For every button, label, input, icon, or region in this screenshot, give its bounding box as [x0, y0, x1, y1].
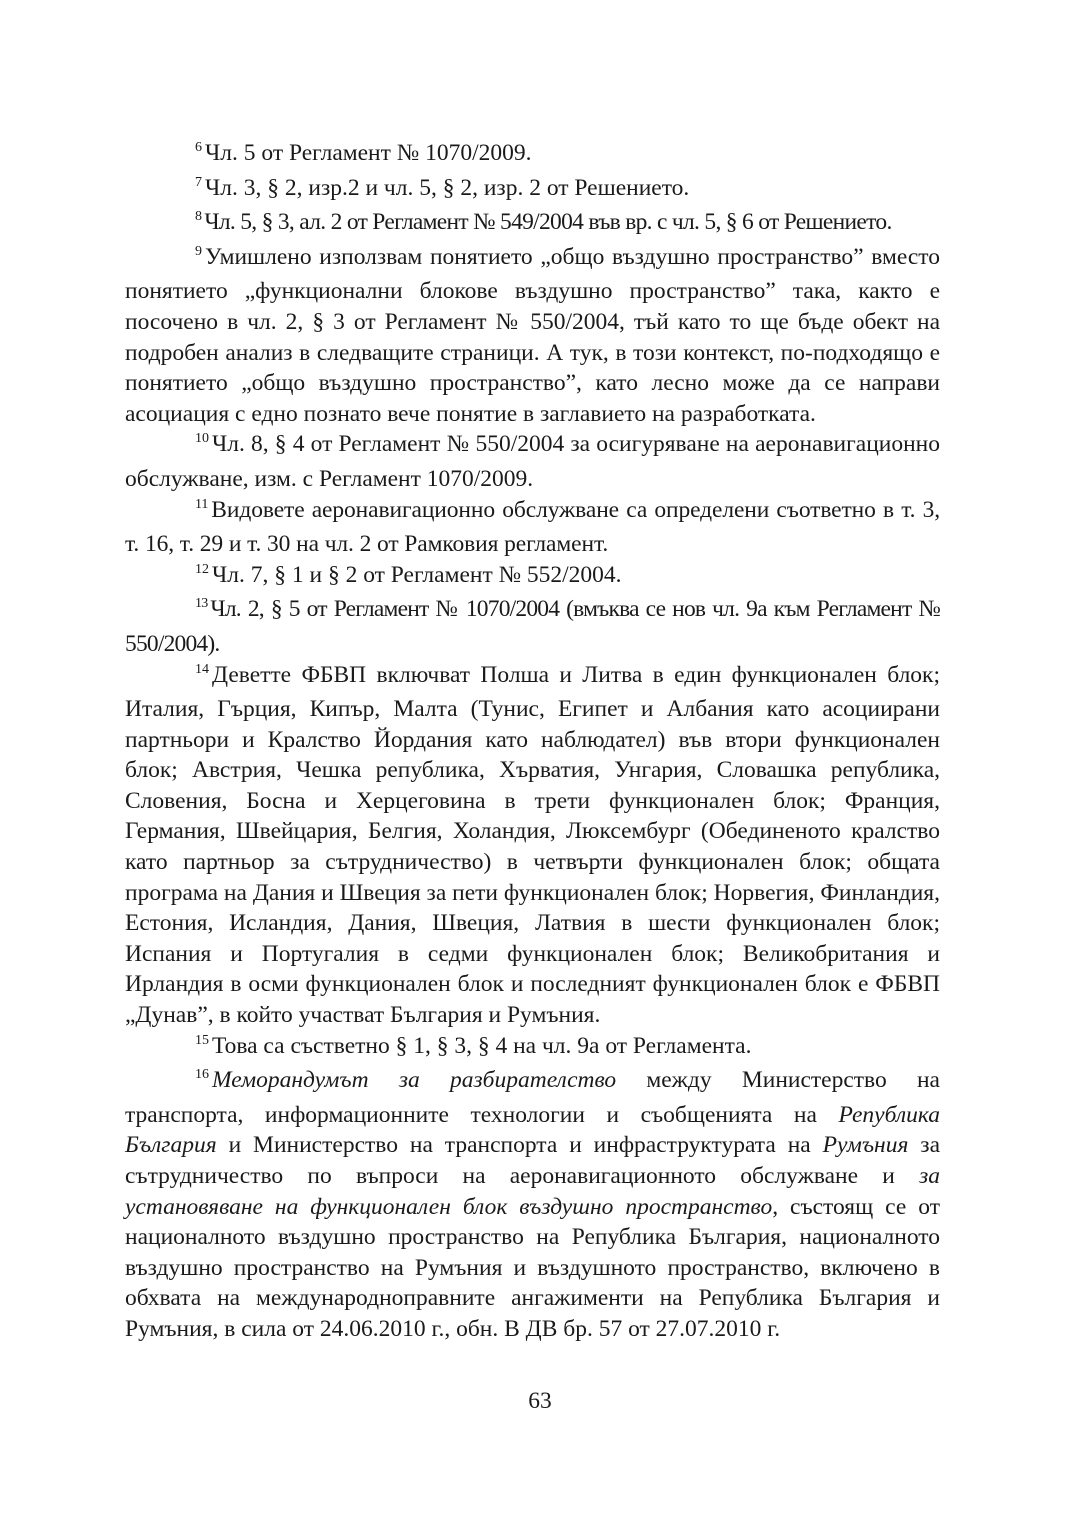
footnote-text: , състоящ се от националното въздушно пространство на Република България, националното въздушно пространство на Румъния и въздушното пространство, включено в обхвата на международноправните ангажименти на Република България и Румъния, в сила от 24.06.2010 г., обн. В ДВ бр. 57 от 27.07.2010 г.	[125, 1193, 940, 1342]
footnote-14	[125, 660, 940, 1031]
footnote-text: Деветте ФБВП включват Полша и Литва в един функционален блок; Италия, Гърция, Кипър, Малта (Тунис, Египет и Албания като асоциирани партньори и Кралство Йордания като наблюдател) във втори функционален блок; Австрия, Чешка република, Хърватия, Унгария, Словашка република, Словения, Босна и Херцеговина в трети функционален блок; Франция, Германия, Швейцария, Белгия, Холандия, Люксембург (Обединеното кралство като партньор за сътрудничество) в четвърти функционален блок; общата програма на Дания и Швеция за пети функционален блок; Норвегия, Финландия, Естония, Исландия, Дания, Швеция, Латвия в шести функционален блок; Испания и Португалия в седми функционален блок; Великобритания и Ирландия в осми функционален блок и последният функционален блок е ФБВП „Дунав”, в който участват България и Румъния.	[125, 661, 940, 1029]
footnote-13	[125, 594, 940, 659]
footnote-text: Чл. 8, § 4 от Регламент № 550/2004 за осигуряване на аеронавигационно обслужване, изм. с Регламент 1070/2009.	[125, 431, 940, 492]
footnote-number: 16	[195, 1067, 209, 1083]
footnote-number: 6	[195, 140, 202, 155]
footnote-number: 12	[195, 561, 209, 577]
footnote-number: 15	[195, 1032, 209, 1048]
footnote-text: Чл. 7, § 1 и § 2 от Регламент № 552/2004.	[212, 561, 622, 588]
footnote-italic-fab: за установяване на функционален блок въздушно пространство	[125, 1163, 940, 1220]
footnote-text: Чл. 5 от Регламент № 1070/2009.	[205, 140, 532, 166]
footnote-text: Чл. 2, § 5 от Регламент № 1070/2004 (вмъква се нов чл. 9а към Регламент № 550/2004).	[125, 596, 940, 657]
footnote-text: между Министерство на транспорта, информационните технологии и съобщенията на	[125, 1067, 940, 1128]
footnote-text: Видовете аеронавигационно обслужване са определени съответно в т. 3, т. 16, т. 29 и т. 30 на чл. 2 от Рамковия регламент.	[125, 496, 940, 558]
footnote-7	[125, 173, 940, 208]
footnote-text: и Министерство на транспорта и инфраструктурата на	[216, 1132, 823, 1159]
footnote-italic-romania: Румъния	[822, 1132, 909, 1159]
footnote-text: за сътрудничество по въпроси на аеронавигационното обслужване и	[125, 1132, 941, 1189]
footnote-text: Чл. 3, § 2, изр.2 и чл. 5, § 2, изр. 2 от Решението.	[205, 174, 690, 201]
footnote-italic-memorandum: Меморандумът за разбирателство	[212, 1067, 617, 1094]
footnote-12	[125, 560, 940, 595]
footnote-number: 11	[195, 496, 209, 512]
footnote-10	[125, 429, 940, 494]
footnote-6	[125, 138, 940, 173]
footnote-number: 7	[195, 174, 202, 190]
footnotes-section	[125, 138, 940, 1345]
footnote-number: 10	[195, 431, 209, 447]
footnote-number: 13	[195, 596, 208, 612]
footnote-8	[125, 207, 940, 242]
footnote-number: 14	[195, 661, 209, 677]
page-number: 63	[528, 1388, 552, 1414]
footnote-number: 9	[195, 243, 202, 259]
footnote-15	[125, 1031, 940, 1066]
footnote-9	[125, 242, 940, 430]
footnote-text: Умишлено използвам понятието „общо въздушно пространство” вместо понятието „функционални блокове въздушно пространство” така, както е посочено в чл. 2, § 3 от Регламент № 550/2004, тъй като то ще бъде обект на подробен анализ в следващите страници. А тук, в този контекст, по-подходящо е понятието „общо въздушно пространство”, като лесно може да се направи асоциация с едно познато вече понятие в заглавието на разработката.	[125, 243, 940, 427]
footnote-16	[125, 1065, 940, 1344]
footnote-italic-bulgaria: Република България	[125, 1101, 940, 1159]
footnote-11	[125, 495, 940, 560]
footnote-number: 8	[195, 209, 202, 225]
footnote-text: Чл. 5, § 3, ал. 2 от Регламент № 549/2004 във вр. с чл. 5, § 6 от Решението.	[204, 209, 892, 236]
footnote-text: Това са състветно § 1, § 3, § 4 на чл. 9а от Регламента.	[212, 1032, 752, 1059]
